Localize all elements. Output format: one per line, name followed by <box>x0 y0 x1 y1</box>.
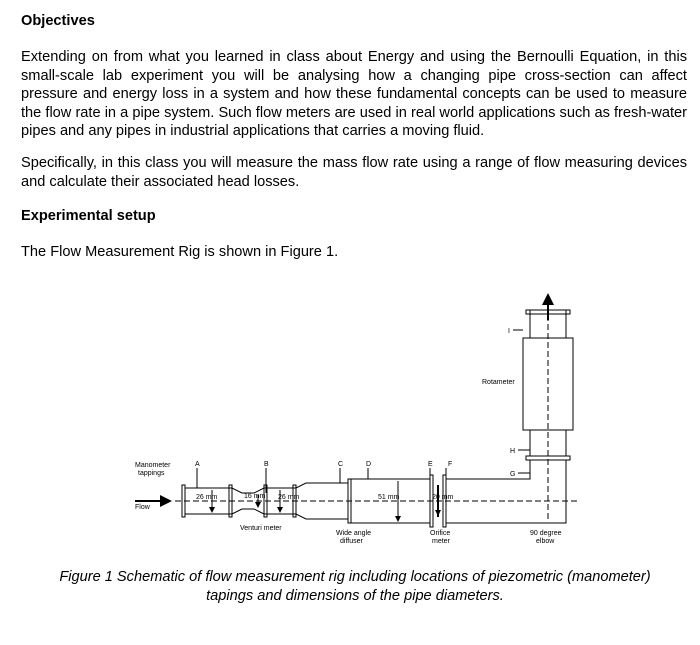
tap-d: D <box>366 461 372 468</box>
label-diffuser: diffuser <box>340 538 363 545</box>
label-venturi-meter: Venturi meter <box>240 525 282 532</box>
dim-16-mm-throat: 16 mm <box>244 493 266 500</box>
tap-i: I <box>508 328 510 335</box>
tap-f: F <box>448 461 453 468</box>
tap-e: E <box>428 461 433 468</box>
figure-caption-line-2: tapings and dimensions of the pipe diameters. <box>206 587 504 604</box>
dim-51-mm: 51 mm <box>378 494 400 501</box>
label-tappings: tappings <box>138 470 165 477</box>
label-rotameter: Rotameter <box>482 379 515 386</box>
figure-caption-line-1: Figure 1 Schematic of flow measurement rig including locations of piezometric (manometer) <box>59 569 651 585</box>
figure-caption <box>21 568 689 605</box>
heading-objectives: Objectives <box>21 13 95 29</box>
tap-c: C <box>338 461 344 468</box>
paragraph-figure-ref: The Flow Measurement Rig is shown in Figure 1. <box>21 244 339 260</box>
flow-rig-schematic <box>130 290 590 552</box>
label-wide-angle: Wide angle <box>336 530 372 537</box>
paragraph-specific: Specifically, in this class you will measure the mass flow rate using a range of flow measuring devices and calculate their associated head losses. <box>21 155 687 190</box>
heading-experimental-setup: Experimental setup <box>21 208 156 224</box>
tap-b: B <box>264 461 269 468</box>
tap-g: G <box>510 471 516 478</box>
label-flow: Flow <box>135 504 150 511</box>
label-orifice-meter: meter <box>432 538 450 545</box>
tap-h: H <box>510 448 516 455</box>
dim-26-mm-inlet: 26 mm <box>196 494 218 501</box>
label-elbow: elbow <box>536 538 555 545</box>
label-manometer: Manometer <box>135 462 171 469</box>
tap-a: A <box>195 461 200 468</box>
label-orifice: Orifice <box>430 530 451 537</box>
dim-26-mm-outlet: 26 mm <box>278 494 300 501</box>
label-90-degree: 90 degree <box>530 530 562 537</box>
paragraph-intro: Extending on from what you learned in class about Energy and using the Bernoulli Equation, in this small-scale lab experiment you will be analysing how a changing pipe cross-section can affect pressure and energy loss in a system and how these fundamental concepts can be used to measure the flow rate in a pipe system. Such flow meters are used in real world applications such as fresh-water pipes and any pipes in industrial applications that carries a moving fluid. <box>21 49 687 140</box>
dim-20-mm: 20 mm <box>432 494 454 501</box>
